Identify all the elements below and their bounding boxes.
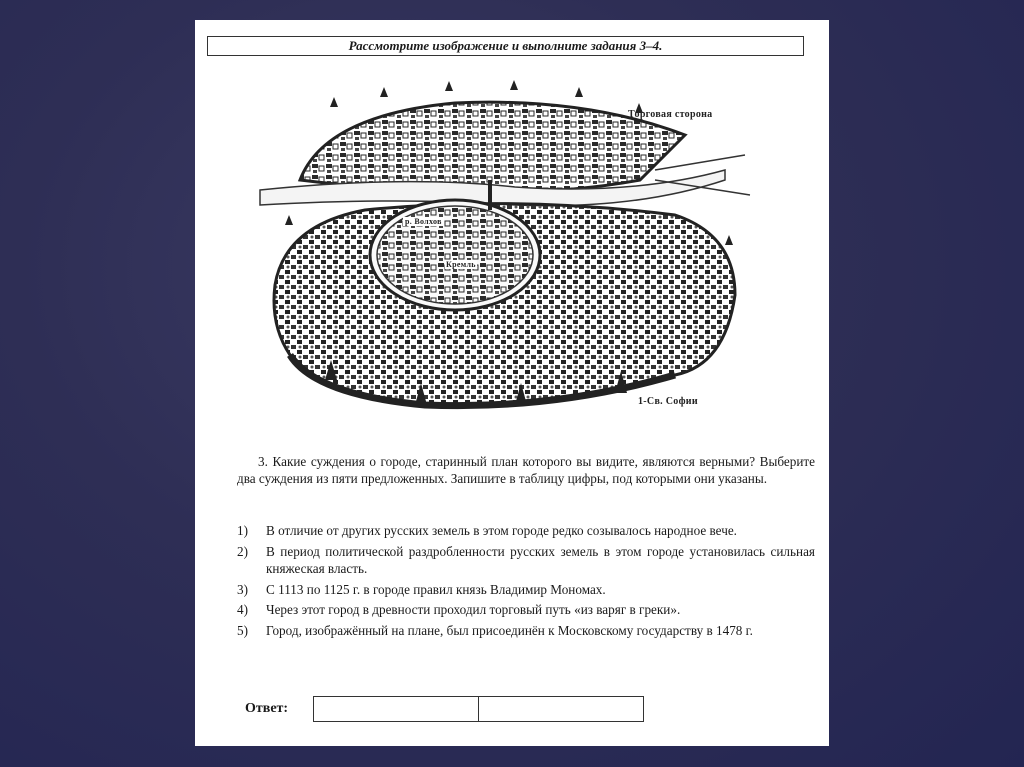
question-number: 3. <box>258 454 268 469</box>
option-text: С 1113 по 1125 г. в городе правил князь Владимир Мономах. <box>266 581 606 597</box>
option-number: 2) <box>237 543 248 559</box>
task-instruction: Рассмотрите изображение и выполните задания 3–4. <box>348 38 663 53</box>
answer-cell-2[interactable] <box>478 697 643 721</box>
option-item <box>237 543 815 578</box>
option-text: Через этот город в древности проходил торговый путь «из варяг в греки». <box>266 602 681 617</box>
answer-table <box>313 696 644 722</box>
answer-options <box>237 522 815 642</box>
option-number: 5) <box>237 622 248 638</box>
answer-row <box>245 696 644 722</box>
task-header <box>207 36 804 56</box>
map-label-sofia: 1-Св. Софии <box>638 396 698 407</box>
city-plan-drawing <box>255 75 755 420</box>
map-label-trade-side: Торговая сторона <box>628 109 713 120</box>
option-item <box>237 581 815 599</box>
option-number: 1) <box>237 523 248 538</box>
city-plan-image <box>255 75 755 420</box>
answer-label: Ответ: <box>245 701 289 716</box>
document-page <box>195 20 829 746</box>
answer-cell-1[interactable] <box>314 697 478 721</box>
option-number: 3) <box>237 581 248 597</box>
question-3 <box>237 454 815 487</box>
option-item <box>237 622 815 640</box>
option-item <box>237 522 815 540</box>
option-text: В отличие от других русских земель в этом городе редко созывалось народное вече. <box>266 523 737 538</box>
question-text: Какие суждения о городе, старинный план которого вы видите, являются верными? Выберите два суждения из пяти предложенных. Запишите в таблицу цифры, под которыми они указаны. <box>237 454 815 486</box>
option-item <box>237 601 815 619</box>
map-label-volkhov: р. Волхов <box>405 217 442 226</box>
option-text: В период политической раздробленности русских земель в этом городе установилась сильная княжеская власть. <box>266 543 815 576</box>
option-text: Город, изображённый на плане, был присоединён к Московскому государству в 1478 г. <box>266 622 753 638</box>
map-label-kremlin: Кремль <box>446 260 476 269</box>
option-number: 4) <box>237 602 248 617</box>
